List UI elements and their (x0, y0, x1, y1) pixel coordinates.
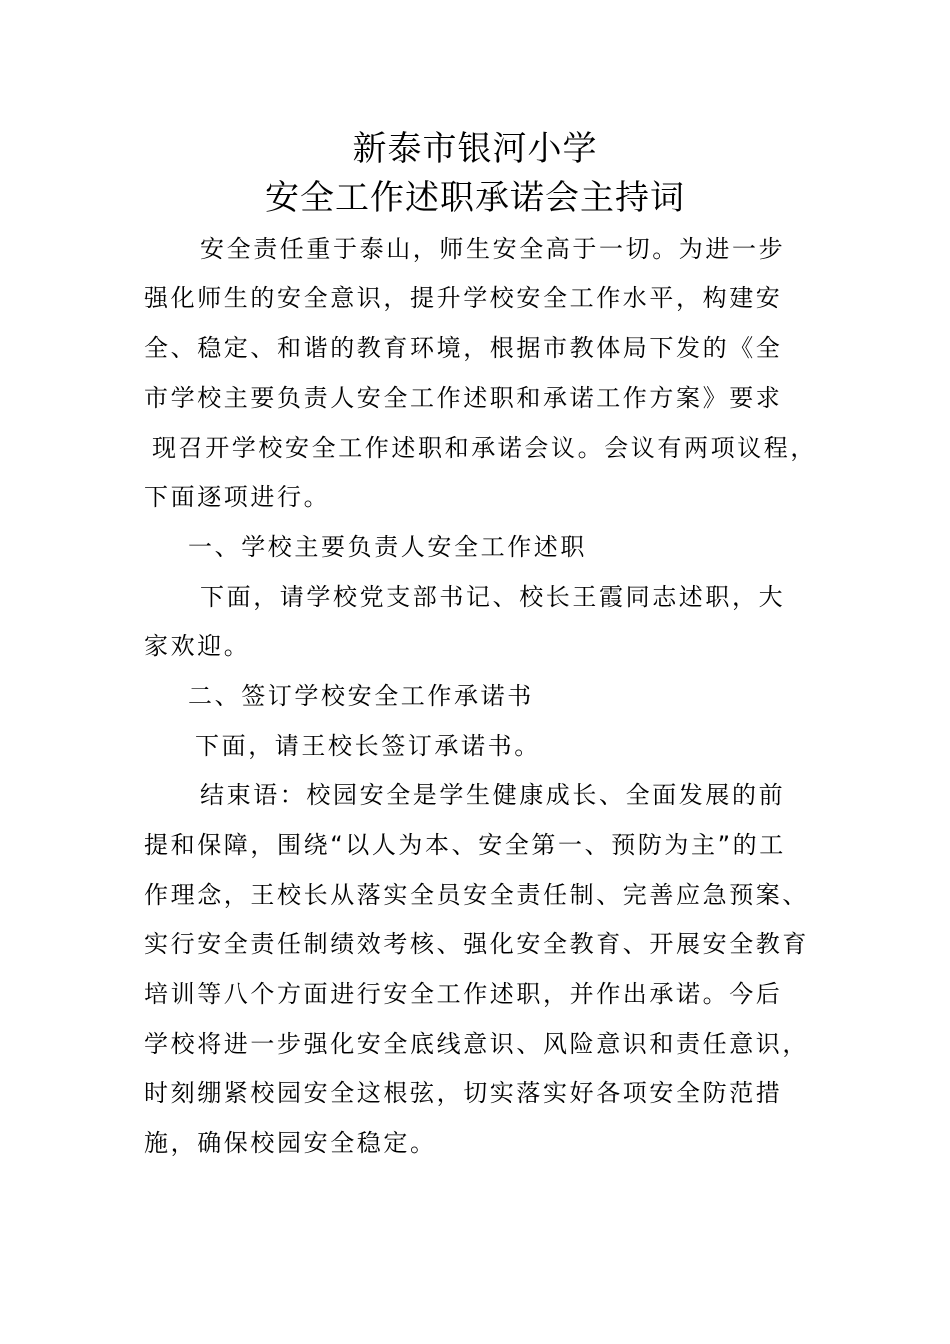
closing-remarks-line: 提和保障，围绕“以人为本、安全第一、预防为主”的工 (144, 831, 786, 859)
paragraph-line: 下面，请王校长签订承诺书。 (195, 732, 541, 760)
closing-remarks-line: 培训等八个方面进行安全工作述职，并作出承诺。今后 (144, 980, 783, 1008)
closing-remarks-line: 时刻绷紧校园安全这根弦，切实落实好各项安全防范措 (144, 1079, 783, 1107)
section-heading-1: 一、学校主要负责人安全工作述职 (188, 533, 587, 561)
document-title-main: 安全工作述职承诺会主持词 (265, 178, 685, 218)
closing-remarks-line: 结束语：校园安全是学生健康成长、全面发展的前 (200, 781, 786, 809)
document-title-school: 新泰市银河小学 (352, 129, 598, 169)
paragraph-line: 家欢迎。 (144, 632, 251, 660)
closing-remarks-line: 作理念，王校长从落实全员安全责任制、完善应急预案、 (144, 881, 809, 909)
closing-remarks-line: 学校将进一步强化安全底线意识、风险意识和责任意识， (144, 1030, 809, 1058)
paragraph-line: 安全责任重于泰山，师生安全高于一切。为进一步 (200, 235, 786, 263)
paragraph-line: 市学校主要负责人安全工作述职和承诺工作方案》要求 (144, 384, 783, 412)
closing-remarks-line: 实行安全责任制绩效考核、强化安全教育、开展安全教育 (144, 930, 809, 958)
paragraph-line: 强化师生的安全意识，提升学校安全工作水平，构建安 (144, 284, 783, 312)
paragraph-line: 全、稳定、和谐的教育环境，根据市教体局下发的《全 (144, 334, 783, 362)
paragraph-line: 现召开学校安全工作述职和承诺会议。会议有两项议程， (152, 434, 817, 462)
paragraph-line: 下面，请学校党支部书记、校长王霞同志述职，大 (200, 583, 786, 611)
paragraph-line: 下面逐项进行。 (144, 483, 331, 511)
closing-remarks-line: 施，确保校园安全稳定。 (144, 1129, 437, 1157)
section-heading-2: 二、签订学校安全工作承诺书 (188, 682, 534, 710)
